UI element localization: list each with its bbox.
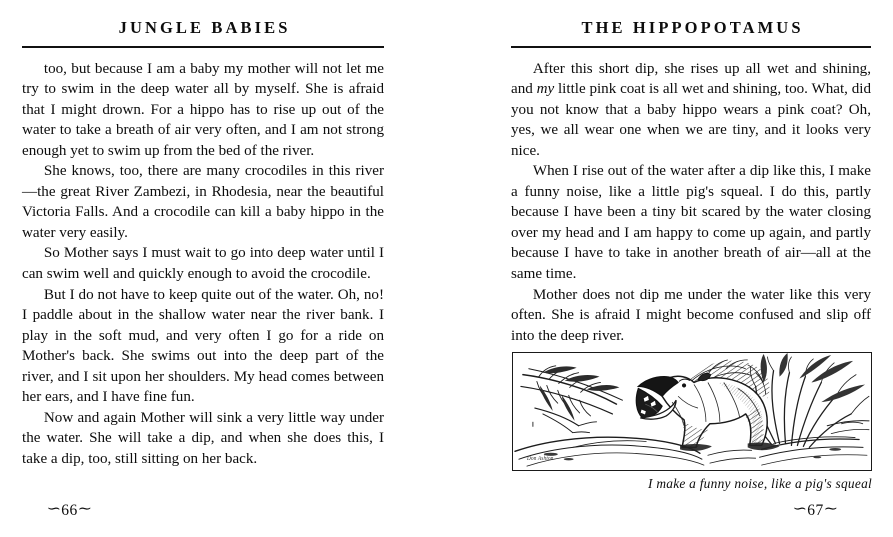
running-head-right: THE HIPPOPOTAMUS <box>581 18 804 37</box>
paragraph: After this short dip, she rises up all wet and shining, and my little pink coat is all wet and shining, too. What, did you not know that a baby hippo wears a pink coat? Oh, yes, we all wear one when we are tiny, and it looks very nice. <box>511 60 871 159</box>
header-rule-right <box>511 46 871 48</box>
paragraph: Now and again Mother will sink a very little way under the water. She will take a dip, and when she does this, I take a dip, too, still sitting on her back. <box>22 409 384 467</box>
artist-signature: Don Ashton <box>527 455 554 463</box>
folio-right <box>794 502 837 520</box>
paragraph: When I rise out of the water after a dip like this, I make a funny noise, like a little pig's squeal. I do this, partly because I have been a tiny bit scared by the water closing over my head and I am happy to come up again, and partly because I have to take in another breath of air—all at the same time. <box>511 163 871 282</box>
left-page <box>0 0 446 537</box>
left-page-text-block <box>22 0 384 537</box>
paragraph: She knows, too, there are many crocodiles in this river—the great River Zambezi, in Rhodesia, near the beautiful Victoria Falls. And a crocodile can kill a baby hippo in the water very easily. <box>22 163 384 241</box>
header-rule-left <box>22 46 384 48</box>
folio-number: 66 <box>61 502 78 519</box>
folio-number: 67 <box>807 502 824 519</box>
folio-swash-left-icon: ∽ <box>792 502 808 517</box>
paragraph: too, but because I am a baby my mother will not let me try to swim in the deep water all by myself. She is afraid that I might drown. For a hippo has to rise up out of the water to take a breath of air very often, and I am not strong enough yet to swim up from the bed of the river. <box>22 60 384 159</box>
figure-caption: I make a funny noise, like a pig's squeal <box>648 476 872 491</box>
left-page-body-copy <box>22 59 384 470</box>
folio-swash-left-icon: ∽ <box>46 502 62 517</box>
figure-frame <box>512 352 872 471</box>
right-page-body-copy <box>511 59 871 347</box>
paragraph: But I do not have to keep quite out of the water. Oh, no! I paddle about in the shallow water near the river bank. I play in the soft mud, and very often I go for a ride on Mother's back. She swims out into the deep part of the river, and I sit upon her shoulders. My head comes between her ears, and I have fine fun. <box>22 286 384 406</box>
running-head-left: JUNGLE BABIES <box>118 18 291 37</box>
folio-left <box>48 502 91 520</box>
folio-swash-right-icon: ∼ <box>77 502 93 517</box>
paragraph: Mother does not dip me under the water like this very often. She is afraid I might become confused and slip off into the deep river. <box>511 286 871 344</box>
paragraph: So Mother says I must wait to go into deep water until I can swim well and quickly enough to avoid the crocodile. <box>22 245 384 282</box>
folio-swash-right-icon: ∼ <box>823 502 839 517</box>
hippo-illustration-icon <box>513 353 871 470</box>
figure-hippo <box>512 352 872 491</box>
right-page <box>446 0 893 537</box>
